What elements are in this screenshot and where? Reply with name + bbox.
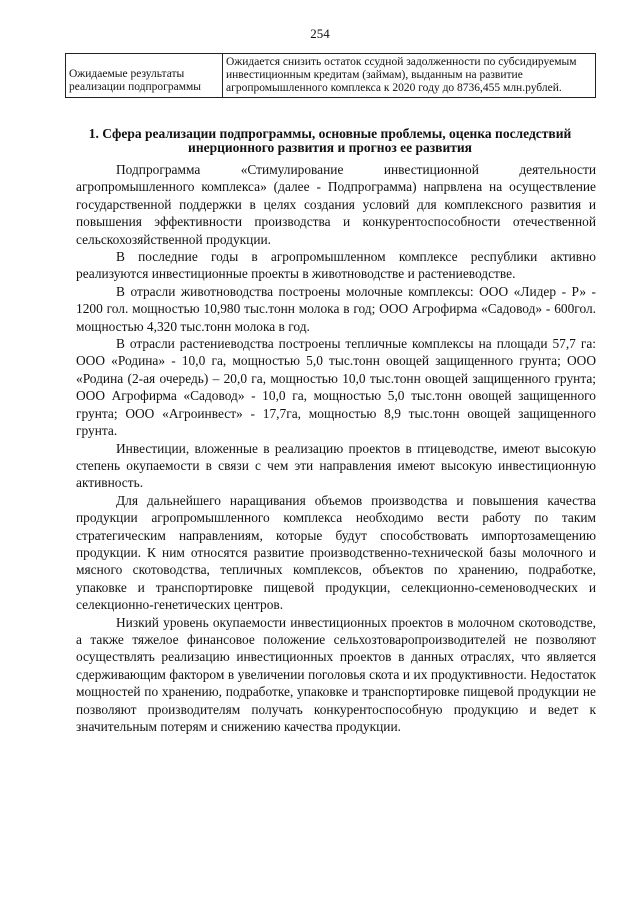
- paragraph: В последние годы в агропромышленном комплексе республики активно реализуются инвестиционные проекты в животноводстве и растениеводстве.: [76, 249, 596, 282]
- expected-results-table: [65, 53, 596, 98]
- page-number: 254: [310, 26, 330, 41]
- paragraph: В отрасли животноводства построены молочные комплексы: ООО «Лидер - Р» - 1200 гол. мощностью 10,980 тыс.тонн молока в год; ООО Агрофирма «Садовод» - 600гол. мощностью 4,320 тыс.тонн молока в год.: [76, 283, 596, 334]
- body-text: [76, 161, 596, 735]
- paragraph: В отрасли растениеводства построены тепличные комплексы на площади 57,7 га: ООО «Родина» - 10,0 га, мощностью 5,0 тыс.тонн овощей защищенного грунта; ООО «Родина (2-ая очередь) – 20,0 га, мощностью 10,0 тыс.тонн овощей защищенного грунта; ООО Агрофирма «Садовод» - 10,0 га, мощностью 5,0 тыс.тонн овощей защищенного грунта; ООО «Агроинвест» - 17,7га, мощностью 8,9 тыс.тонн овощей защищенного грунта.: [76, 336, 596, 439]
- paragraph: Подпрограмма «Стимулирование инвестиционной деятельности агропромышленного комплекса» (далее - Подпрограмма) напрвлена на осуществление государственной поддержки в целях создания условий для комплексного развития и повышения эффективности производства и конкурентоспособности отечественной сельскохозяйственной продукции.: [76, 162, 596, 247]
- paragraph: Для дальнейшего наращивания объемов производства и повышения качества продукции агропромышленного комплекса необходимо вести работу по таким стратегическим направлениям, которые будут способствовать импортозамещению продукции. К ним относятся развитие производственно-технической базы молочного и мясного скотоводства, тепличных комплексов, объектов по хранению, подработке, упаковке и транспортировке пищевой продукции, селекционно-семеноводческих и селекционно-генетических центров.: [76, 492, 596, 613]
- table-row: [66, 54, 596, 98]
- paragraph: Инвестиции, вложенные в реализацию проектов в птицеводстве, имеют высокую степень окупаемости в связи с чем эти направления имеют высокую инвестиционную активность.: [76, 440, 596, 491]
- table-value-cell: Ожидается снизить остаток ссудной задолженности по субсидируемым инвестиционным кредитам (займам), выданным на развитие агропромышленного комплекса к 2020 году до 8736,455 млн.рублей.: [223, 54, 596, 98]
- section-heading: 1. Сфера реализации подпрограммы, основные проблемы, оценка последствий инерционного развития и прогноз ее развития: [88, 126, 572, 155]
- table-label-cell: Ожидаемые результаты реализации подпрограммы: [66, 54, 223, 98]
- paragraph: Низкий уровень окупаемости инвестиционных проектов в молочном скотоводстве, а также тяжелое финансовое положение сельхозтоваропроизводителей не позволяют осуществлять реализацию инвестиционных проектов в данных отраслях, что является сдерживающим фактором в увеличении поголовья скота и их продуктивности. Недостаток мощностей по хранению, подработке, упаковке и транспортировке пищевой продукции не позволяют производителям получать конкурентоспособную продукцию и ведет к значительным потерям и снижению качества продукции.: [76, 614, 596, 734]
